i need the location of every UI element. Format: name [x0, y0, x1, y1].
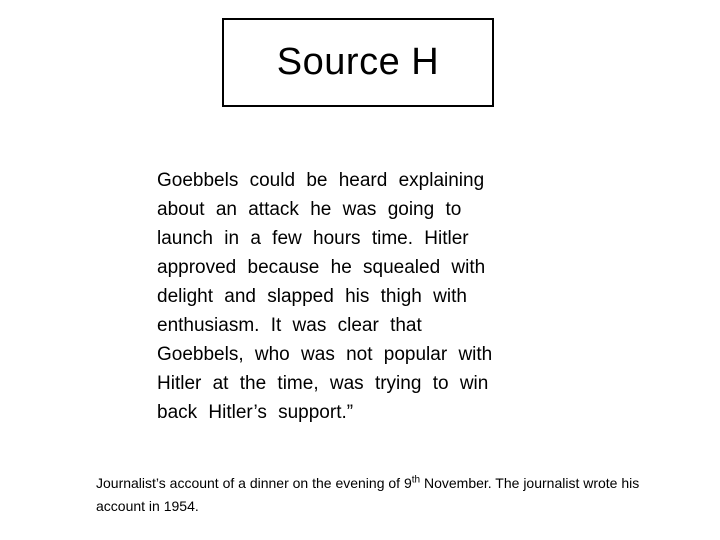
- quote-line: enthusiasm. It was clear that: [157, 315, 422, 336]
- quote-line: delight and slapped his thigh with: [157, 286, 467, 307]
- quote-line: Goebbels, who was not popular with: [157, 344, 493, 365]
- quote-line: back Hitler’s support.”: [157, 402, 354, 423]
- quote-line: approved because he squealed with: [157, 257, 486, 278]
- quote-line: launch in a few hours time. Hitler: [157, 228, 469, 249]
- caption-superscript: th: [411, 474, 421, 486]
- caption-text-end: November. The journalist wrote his account in 1954.: [96, 475, 640, 514]
- source-quote: [157, 166, 577, 427]
- quote-line: Hitler at the time, was trying to win: [157, 373, 489, 394]
- caption-text-start: Journalist’s account of a dinner on the evening of 9: [96, 475, 412, 491]
- source-title: Source H: [276, 41, 440, 83]
- quote-line: Goebbels could be heard explaining: [157, 170, 485, 191]
- source-title-box: [222, 18, 494, 107]
- source-caption: [96, 472, 656, 518]
- quote-line: about an attack he was going to: [157, 199, 462, 220]
